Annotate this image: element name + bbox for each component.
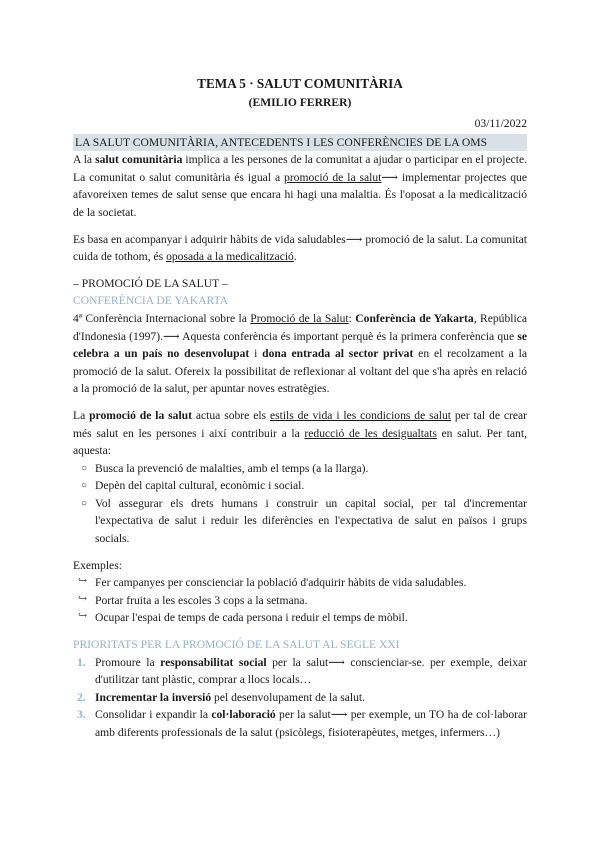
list-number: 2.: [77, 690, 86, 704]
list-item: ○ Depèn del capital cultural, econòmic i social.: [73, 477, 527, 495]
list-item: ○ Busca la prevenció de malalties, amb el temps (a la llarga).: [73, 460, 527, 478]
list-item: ↪ Portar fruita a les escoles 3 cops a la setmana.: [78, 592, 308, 607]
section-heading-salut-comunitaria: LA SALUT COMUNITÀRIA, ANTECEDENTS I LES CONFERÈNCIES DE LA OMS: [73, 134, 527, 152]
paragraph-yakarta: 4ª Conferència Internacional sobre la Promoció de la Salut: Conferència de Yakarta, República d'Indonesia (1997).⟶ Aquesta conferència és important perquè és la primera conferència que se celebra a un país no desenvolupat i dona entrada al sector privat en el recolzament a la promoció de la salut. Ofereix la possibilitat de reflexionar al voltant del que s'ha après en relació a la promoció de la salut, per apuntar noves estratègies.: [73, 311, 527, 396]
list-item: 3. Consolidar i expandir la col·laboració per la salut⟶ per exemple, un TO ha de col·laborar amb diferents professionals de la salut (psicòlegs, fisioterapèutes, metges, infermers…): [77, 708, 527, 739]
promocio-bullet-list: [73, 460, 527, 548]
curved-arrow-icon: ↪: [78, 575, 88, 588]
circle-bullet-icon: ○: [81, 497, 88, 509]
document-content: [73, 74, 527, 742]
list-item: ↪ Fer campanyes per conscienciar la població d'adquirir hàbits de vida saludables.: [78, 575, 467, 590]
subheading-yakarta: CONFERÈNCIA DE YAKARTA: [73, 294, 229, 308]
list-item: ↪ Ocupar l'espai de temps de cada persona i reduir el temps de mòbil.: [78, 610, 408, 625]
prioritats-numbered-list: [73, 654, 527, 742]
list-item: 2. Incrementar la inversió pel desenvolupament de la salut.: [73, 689, 527, 707]
examples-label: Exemples:: [73, 558, 122, 572]
paragraph-salut-comunitaria: A la salut comunitària implica a les persones de la comunitat a ajudar o participar en el projecte. La comunitat o salut comunitària és igual a promoció de la salut⟶ implementar projectes que afavoreixen temes de salut sense que encara hi hagi una malaltia. És l'oposat a la medicalització de la societat.: [73, 153, 527, 219]
page-title: TEMA 5 · SALUT COMUNITÀRIA: [197, 76, 403, 91]
section-heading-promocio: – PROMOCIÓ DE LA SALUT –: [73, 276, 228, 290]
list-item: ○ Vol assegurar els drets humans i construir un capital social, per tal d'incrementar l'expectativa de salut i reduir les diferències en l'expectativa de salut en països i grups socials.: [81, 496, 527, 546]
list-item: 1. Promoure la responsabilitat social per la salut⟶ conscienciar-se. per exemple, deixar d'utilitzar tant plàstic, comprar a llocs locals…: [77, 655, 527, 687]
list-number: 3.: [77, 708, 86, 722]
document-date: 03/11/2022: [474, 117, 527, 130]
circle-bullet-icon: ○: [81, 462, 88, 474]
examples-list: [73, 574, 527, 627]
curved-arrow-icon: ↪: [78, 610, 88, 623]
paragraph-promocio: La promoció de la salut actua sobre els estils de vida i les condicions de salut per tal de crear més salut en les persones i així contribuir a la reducció de les desigualtats en salut. Per tant, aquesta:: [73, 408, 527, 458]
curved-arrow-icon: ↪: [78, 592, 88, 605]
subheading-prioritats: PRIORITATS PER LA PROMOCIÓ DE LA SALUT AL SEGLE XXI: [73, 638, 400, 652]
circle-bullet-icon: ○: [81, 480, 88, 492]
page-subtitle: (EMILIO FERRER): [248, 96, 352, 109]
list-number: 1.: [77, 655, 86, 669]
paragraph-habits: Es basa en acompanyar i adquirir hàbits de vida saludables⟶ promoció de la salut. La comunitat cuida de tothom, és oposada a la medicalització.: [73, 232, 527, 264]
